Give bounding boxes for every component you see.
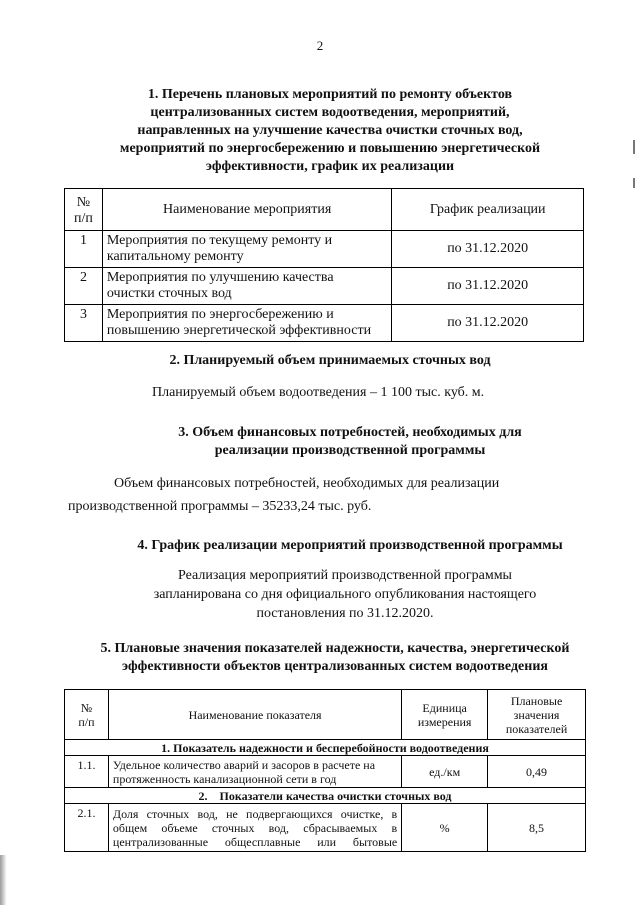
header-num: № п/п <box>65 690 109 740</box>
scan-mark-decoration <box>633 140 635 154</box>
row-value: 8,5 <box>488 804 586 852</box>
group-title: 2. Показатели качества очистки сточных вод <box>65 788 586 804</box>
group-title: 1. Показатель надежности и бесперебойности водоотведения <box>65 740 586 756</box>
row-schedule: по 31.12.2020 <box>392 268 584 305</box>
header-planned-values: Плановые значения показателей <box>488 690 586 740</box>
section3-text: Объем финансовых потребностей, необходимых для реализации производственной программы – 35233,24 тыс. руб. <box>68 476 500 514</box>
section5-title: 5. Плановые значения показателей надежности, качества, энергетической эффективности объектов централизованных систем водоотведения <box>100 641 570 674</box>
header-num: № п/п <box>65 189 103 231</box>
page-number: 2 <box>316 38 324 53</box>
table-header-row <box>65 189 584 231</box>
section2-text: Планируемый объем водоотведения – 1 100 тыс. куб. м. <box>152 385 485 400</box>
row-name: Мероприятия по текущему ремонту и капитальному ремонту <box>102 231 391 268</box>
row-num: 1.1. <box>65 756 109 788</box>
section4-title: 4. График реализации мероприятий производственной программы <box>137 538 563 553</box>
row-name: Мероприятия по энергосбережению и повышению энергетической эффективности <box>102 305 391 342</box>
scan-shadow-decoration <box>0 855 6 905</box>
section4-text: Реализация мероприятий производственной программы запланирована со дня официального опубликования настоящего постановления по 31.12.2020. <box>153 568 537 621</box>
header-name: Наименование мероприятия <box>102 189 391 231</box>
row-num: 2 <box>65 268 103 305</box>
table-row <box>65 756 586 788</box>
section1-title-line: направленных на улучшение качества очистки сточных вод, <box>137 123 523 138</box>
table-header-row <box>65 690 586 740</box>
section1-title <box>90 86 570 176</box>
section2-title: 2. Планируемый объем принимаемых сточных вод <box>169 353 491 368</box>
row-num: 3 <box>65 305 103 342</box>
row-unit: % <box>402 804 488 852</box>
indicators-table <box>64 689 586 852</box>
group-row <box>65 740 586 756</box>
header-unit: Единица измерения <box>402 690 488 740</box>
measures-table <box>64 188 584 342</box>
table-row <box>65 804 586 852</box>
row-num: 2.1. <box>65 804 109 852</box>
row-name: Удельное количество аварий и засоров в расчете на протяженность канализационной сети в год <box>108 756 401 788</box>
table-row <box>65 305 584 342</box>
row-schedule: по 31.12.2020 <box>392 305 584 342</box>
section1-title-line: 1. Перечень плановых мероприятий по ремонту объектов <box>147 87 513 102</box>
section1-title-line: централизованных систем водоотведения, мероприятий, <box>150 105 510 120</box>
table-row <box>65 268 584 305</box>
row-name: Доля сточных вод, не подвергающихся очистке, в общем объеме сточных вод, сбрасываемых в централизованные общесплавные или бытовые <box>108 804 401 852</box>
row-schedule: по 31.12.2020 <box>392 231 584 268</box>
section3-title: 3. Объем финансовых потребностей, необходимых для реализации производственной программы <box>178 425 522 458</box>
scan-mark-decoration <box>633 178 635 188</box>
row-name: Мероприятия по улучшению качества очистки сточных вод <box>102 268 391 305</box>
row-num: 1 <box>65 231 103 268</box>
header-indicator-name: Наименование показателя <box>108 690 401 740</box>
section1-title-line: мероприятий по энергосбережению и повышению энергетической <box>119 141 541 156</box>
row-unit: ед./км <box>402 756 488 788</box>
table-row <box>65 231 584 268</box>
section1-title-line: эффективности, график их реализации <box>205 159 455 174</box>
header-schedule: График реализации <box>392 189 584 231</box>
row-value: 0,49 <box>488 756 586 788</box>
group-row <box>65 788 586 804</box>
